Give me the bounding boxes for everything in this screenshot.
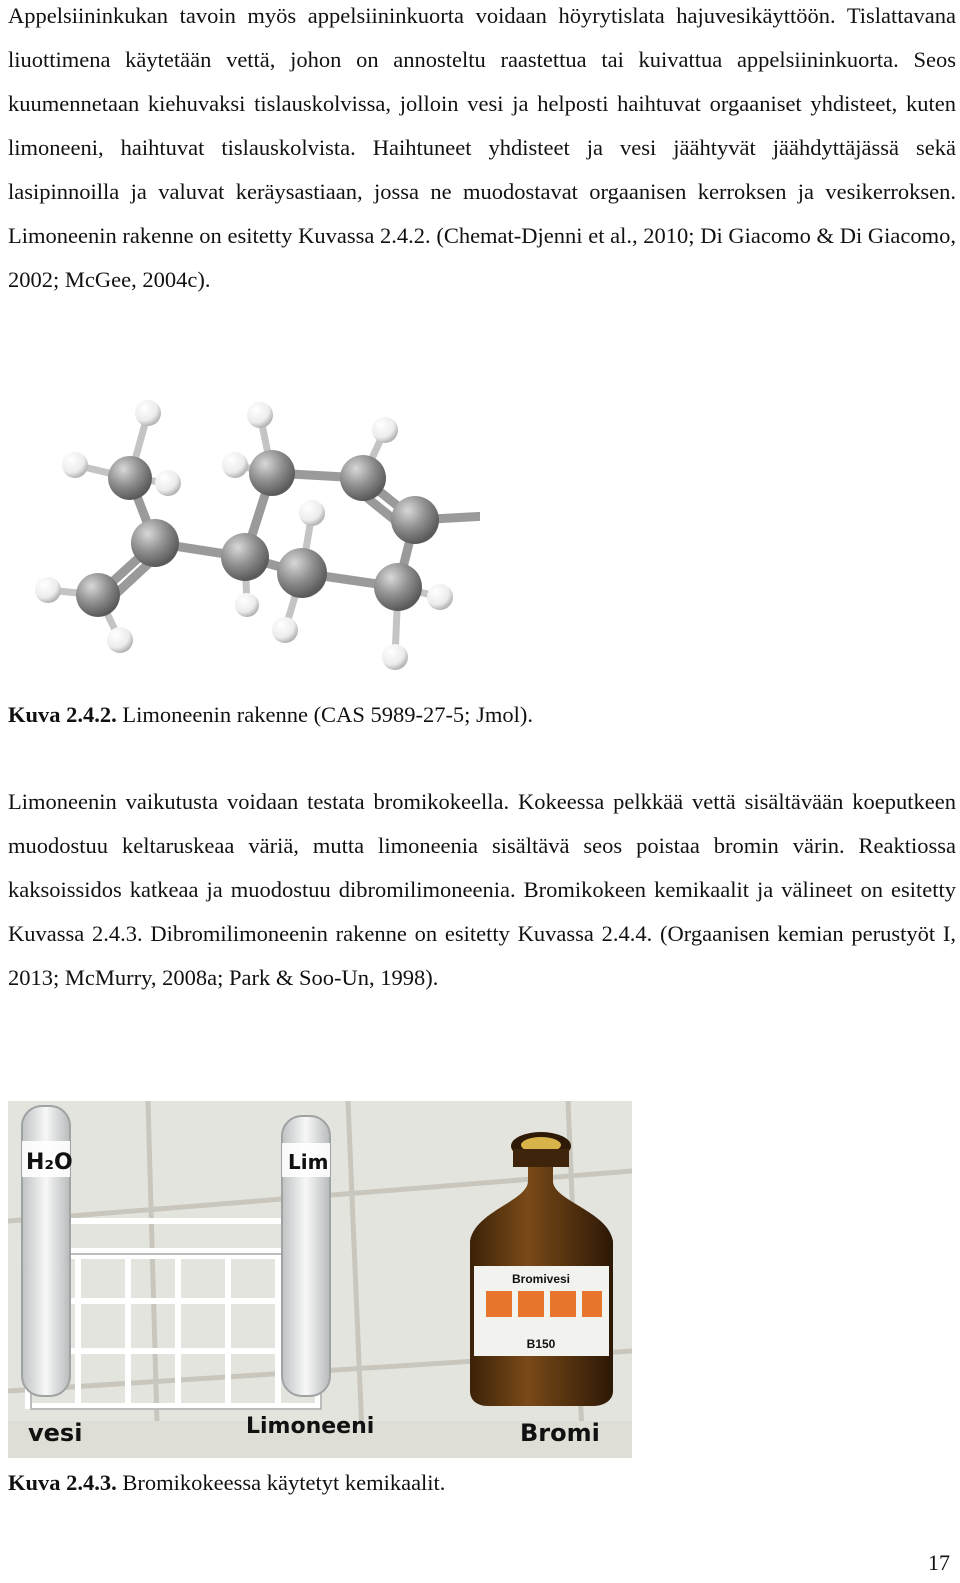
floor-label-limonene: Limoneeni xyxy=(246,1414,375,1439)
tube-label-water: H₂O xyxy=(26,1150,73,1175)
bottle-label-text: Bromivesi xyxy=(511,1272,571,1286)
body-paragraph-2: Limoneenin vaikutusta voidaan testata bromikokeella. Kokeessa pelkkää vettä sisältävään koeputkeen muodostuu keltaruskeaa väriä, mutta limoneenia sisältävä seos poistaa bromin värin. Reaktiossa kaksoissidos katkeaa ja muodostuu dibromilimoneenia. Bromikokeen kemikaalit ja välineet on esitetty Kuvassa 2.4.3. Dibromilimoneenin rakenne on esitetty Kuvassa 2.4.4. (Orgaanisen kemian perustyöt I, 2013; McMurry, 2008a; Park & Soo-Un, 1998). xyxy=(8,789,956,990)
limonene-molecule-figure xyxy=(10,395,480,685)
page-number: 17 xyxy=(928,1550,950,1575)
figure-label: Kuva 2.4.2. xyxy=(8,702,117,727)
figure-caption-photo xyxy=(8,1468,445,1498)
figure-caption-text: Limoneenin rakenne (CAS 5989-27-5; Jmol). xyxy=(116,702,533,727)
floor-label-water: vesi xyxy=(28,1419,83,1447)
figure-caption-molecule xyxy=(8,700,533,730)
bottle-code-text: B150 xyxy=(526,1337,556,1351)
bromine-test-photo xyxy=(8,1101,632,1458)
floor-label-bromine: Bromi xyxy=(520,1419,600,1447)
tube-label-limonene: Lim xyxy=(288,1150,329,1174)
figure-caption-text: Bromikokeessa käytetyt kemikaalit. xyxy=(116,1470,446,1495)
body-paragraph-1: Appelsiininkukan tavoin myös appelsiininkuorta voidaan höyrytislata hajuvesikäyttöön. Tislattavana liuottimena käytetään vettä, johon on annosteltu raastettua tai kuivattua appelsiininkuorta. Seos kuumennetaan kiehuvaksi tislauskolvissa, jolloin vesi ja helposti haihtuvat orgaaniset yhdisteet, kuten limoneeni, haihtuvat tislauskolvista. Haihtuneet yhdisteet ja vesi jäähtyvät jäähdyttäjässä sekä lasipinnoilla ja valuvat keräysastiaan, jossa ne muodostavat orgaanisen kerroksen ja vesikerroksen. Limoneenin rakenne on esitetty Kuvassa 2.4.2. (Chemat-Djenni et al., 2010; Di Giacomo & Di Giacomo, 2002; McGee, 2004c). xyxy=(8,3,956,292)
figure-label: Kuva 2.4.3. xyxy=(8,1470,117,1495)
